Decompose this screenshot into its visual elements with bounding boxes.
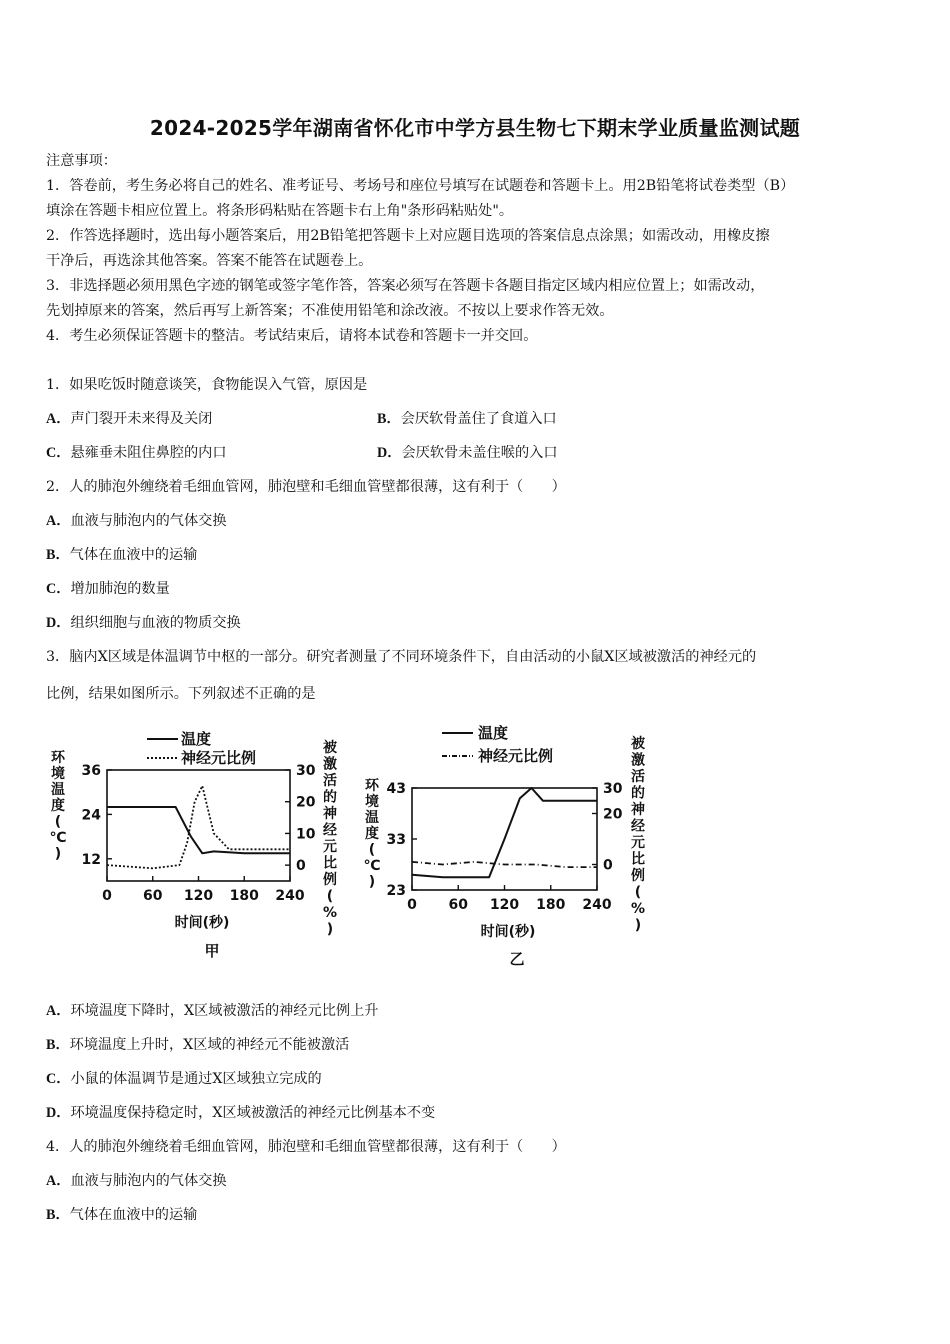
x-tick-label: 180: [536, 897, 566, 913]
axis-title-glyph: ): [54, 846, 62, 862]
x-tick-label: 120: [489, 897, 520, 913]
notice-line: 3．非选择题必须用黑色字迹的钢笔或签字笔作答，答案必须写在答题卡各题目指定区域内相应位置上；如需改动，: [46, 278, 765, 294]
option-label: A．: [46, 513, 71, 529]
axis-title-glyph: 比: [323, 855, 337, 872]
axis-title-glyph: 境: [51, 766, 65, 782]
series-line-temperature: [107, 807, 290, 853]
option-text: 声门裂开未来得及关闭: [70, 411, 213, 427]
axis-title-glyph: ): [326, 921, 334, 938]
y-right-tick-label: 10: [296, 826, 316, 843]
option-text: 环境温度保持稳定时，X区域被激活的神经元比例基本不变: [70, 1105, 436, 1121]
axis-title-glyph: 的: [323, 789, 337, 806]
axis-title-glyph: 神: [631, 802, 645, 818]
option-text: 增加肺泡的数量: [70, 581, 170, 597]
chart-jia-x-axis-title: 时间(秒): [174, 915, 230, 931]
axis-title-glyph: 活: [323, 773, 337, 789]
y-right-tick-label: 30: [296, 763, 316, 779]
legend-label-ratio: 神经元比例: [478, 747, 554, 765]
notice-line: 填涂在答题卡相应位置上。将条形码粘贴在答题卡右上角"条形码粘贴处"。: [46, 203, 514, 219]
option-label: B．: [46, 1207, 70, 1223]
series-line-neuron-ratio: [107, 786, 290, 868]
axis-title-glyph: 神: [323, 806, 337, 822]
option-text: 气体在血液中的运输: [69, 1207, 198, 1223]
question-3-option-a: [46, 1001, 378, 1021]
axis-title-glyph: 元: [631, 835, 645, 851]
question-2-option-d: [46, 613, 241, 633]
option-label: D．: [46, 615, 71, 631]
axis-title-glyph: 环: [51, 750, 65, 766]
chart-jia-left-axis-title: [50, 750, 67, 862]
option-label: C．: [46, 581, 71, 597]
chart-yi-legend: [442, 724, 553, 765]
chart-yi: [360, 718, 660, 973]
axis-title-glyph: 例: [323, 872, 337, 888]
question-2-stem: 2．人的肺泡外缠绕着毛细血管网，肺泡壁和毛细血管壁都很薄，这有利于（ ）: [46, 479, 566, 495]
axis-title-glyph: (: [634, 884, 642, 901]
legend-label-temperature: 温度: [181, 730, 212, 748]
legend-label-temperature: 温度: [478, 724, 509, 742]
y-left-tick-label: 23: [386, 883, 406, 899]
question-1-option-b: [377, 409, 557, 429]
axis-title-glyph: 元: [323, 839, 337, 855]
x-tick-label: 0: [102, 888, 112, 904]
chart-jia-plot-frame: [107, 770, 290, 881]
option-label: B．: [377, 411, 401, 427]
question-1-option-d: [377, 443, 558, 463]
y-left-tick-label: 33: [386, 832, 406, 848]
question-1-option-c: [46, 443, 227, 463]
axis-title-glyph: ℃: [363, 858, 381, 874]
option-label: B．: [46, 547, 70, 563]
option-text: 气体在血液中的运输: [69, 547, 198, 563]
option-text: 小鼠的体温调节是通过X区域独立完成的: [70, 1071, 322, 1087]
question-2-option-c: [46, 579, 170, 599]
question-1-option-a: [46, 409, 212, 429]
notice-line: 1．答卷前，考生务必将自己的姓名、准考证号、考场号和座位号填写在试题卷和答题卡上。用2B铅笔将试卷类型（B）: [46, 178, 795, 194]
chart-yi-panel-label: 乙: [509, 950, 525, 968]
notice-line: 2．作答选择题时，选出每小题答案后，用2B铅笔把答题卡上对应题目选项的答案信息点涂黑；如需改动，用橡皮擦: [46, 228, 770, 244]
option-label: D．: [377, 445, 402, 461]
axis-title-glyph: %: [630, 901, 646, 917]
axis-title-glyph: 经: [631, 818, 645, 835]
axis-title-glyph: 比: [631, 851, 645, 868]
axis-title-glyph: (: [326, 888, 334, 905]
option-label: B．: [46, 1037, 70, 1053]
question-3-stem-continued: 比例，结果如图所示。下列叙述不正确的是: [46, 686, 316, 702]
question-3-stem: 3．脑内X区域是体温调节中枢的一部分。研究者测量了不同环境条件下，自由活动的小鼠X区域被激活的神经元的: [46, 649, 757, 665]
axis-title-glyph: ): [368, 874, 376, 890]
notice-line: 先划掉原来的答案，然后再写上新答案；不准使用铅笔和涂改液。不按以上要求作答无效。: [46, 303, 614, 319]
chart-jia: [40, 722, 360, 972]
x-tick-label: 60: [143, 888, 163, 904]
chart-yi-x-axis-title: 时间(秒): [480, 924, 536, 940]
option-text: 组织细胞与血液的物质交换: [70, 615, 241, 631]
question-3-option-d: [46, 1103, 435, 1123]
option-text: 血液与肺泡内的气体交换: [70, 1173, 227, 1189]
notice-heading: 注意事项：: [46, 153, 117, 169]
option-label: A．: [46, 1173, 71, 1189]
notice-line: 干净后，再选涂其他答案。答案不能答在试题卷上。: [46, 253, 373, 269]
axis-title-glyph: 环: [365, 778, 379, 794]
series-line-neuron-ratio: [412, 862, 597, 867]
option-text: 环境温度下降时，X区域被激活的神经元比例上升: [70, 1003, 379, 1019]
y-right-tick-label: 30: [603, 781, 623, 797]
question-4-stem: 4．人的肺泡外缠绕着毛细血管网，肺泡壁和毛细血管壁都很薄，这有利于（ ）: [46, 1139, 566, 1155]
axis-title-glyph: (: [54, 814, 62, 830]
x-tick-label: 60: [448, 897, 468, 913]
y-left-tick-label: 36: [81, 763, 101, 779]
axis-title-glyph: 例: [631, 868, 645, 884]
legend-label-ratio: 神经元比例: [181, 749, 257, 767]
option-text: 会厌软骨未盖住喉的入口: [401, 445, 558, 461]
chart-jia-panel-label: 甲: [204, 942, 220, 960]
question-4-option-a: [46, 1171, 227, 1191]
x-tick-label: 0: [407, 897, 417, 913]
option-label: D．: [46, 1105, 71, 1121]
y-right-tick-label: 20: [296, 794, 316, 811]
axis-title-glyph: 的: [631, 785, 645, 802]
axis-title-glyph: 境: [365, 794, 379, 810]
y-left-tick-label: 24: [81, 807, 101, 824]
axis-title-glyph: 活: [631, 769, 645, 785]
axis-title-glyph: ℃: [49, 830, 67, 846]
option-label: A．: [46, 411, 71, 427]
axis-title-glyph: 温: [365, 810, 379, 826]
x-tick-label: 240: [582, 897, 612, 913]
chart-yi-right-axis-title: [631, 735, 646, 934]
option-label: A．: [46, 1003, 71, 1019]
y-left-tick-label: 12: [81, 851, 101, 868]
axis-title-glyph: 度: [365, 826, 379, 842]
question-4-option-b: [46, 1205, 197, 1225]
option-text: 环境温度上升时，X区域的神经元不能被激活: [69, 1037, 350, 1053]
axis-title-glyph: ): [634, 917, 642, 934]
option-label: C．: [46, 445, 71, 461]
chart-jia-right-axis-title: [323, 739, 338, 938]
option-text: 悬雍垂未阻住鼻腔的内口: [70, 445, 227, 461]
x-tick-label: 180: [229, 888, 259, 904]
x-tick-label: 120: [183, 888, 214, 904]
axis-title-glyph: 激: [323, 756, 337, 773]
y-right-tick-label: 20: [603, 806, 623, 823]
x-tick-label: 240: [275, 888, 305, 904]
axis-title-glyph: 温: [51, 782, 65, 798]
axis-title-glyph: 被: [323, 740, 337, 756]
question-3-option-b: [46, 1035, 349, 1055]
option-text: 会厌软骨盖住了食道入口: [400, 411, 557, 427]
axis-title-glyph: 经: [323, 822, 337, 839]
y-right-tick-label: 0: [296, 858, 306, 875]
question-2-option-a: [46, 511, 227, 531]
option-label: C．: [46, 1071, 71, 1087]
chart-jia-legend: [147, 730, 256, 767]
axis-title-glyph: %: [322, 905, 338, 921]
axis-title-glyph: (: [368, 842, 376, 858]
page-title: 2024-2025学年湖南省怀化市中学方县生物七下期末学业质量监测试题: [149, 116, 801, 140]
axis-title-glyph: 被: [631, 736, 645, 752]
option-text: 血液与肺泡内的气体交换: [70, 513, 227, 529]
axis-title-glyph: 度: [51, 798, 65, 814]
question-2-option-b: [46, 545, 197, 565]
axis-title-glyph: 激: [631, 752, 645, 769]
chart-yi-left-axis-title: [364, 778, 381, 890]
y-right-tick-label: 0: [603, 857, 613, 874]
question-3-option-c: [46, 1069, 322, 1089]
question-1-stem: 1．如果吃饭时随意谈笑，食物能误入气管，原因是: [46, 377, 368, 393]
y-left-tick-label: 43: [386, 781, 406, 797]
notice-line: 4．考生必须保证答题卡的整洁。考试结束后，请将本试卷和答题卡一并交回。: [46, 328, 538, 344]
